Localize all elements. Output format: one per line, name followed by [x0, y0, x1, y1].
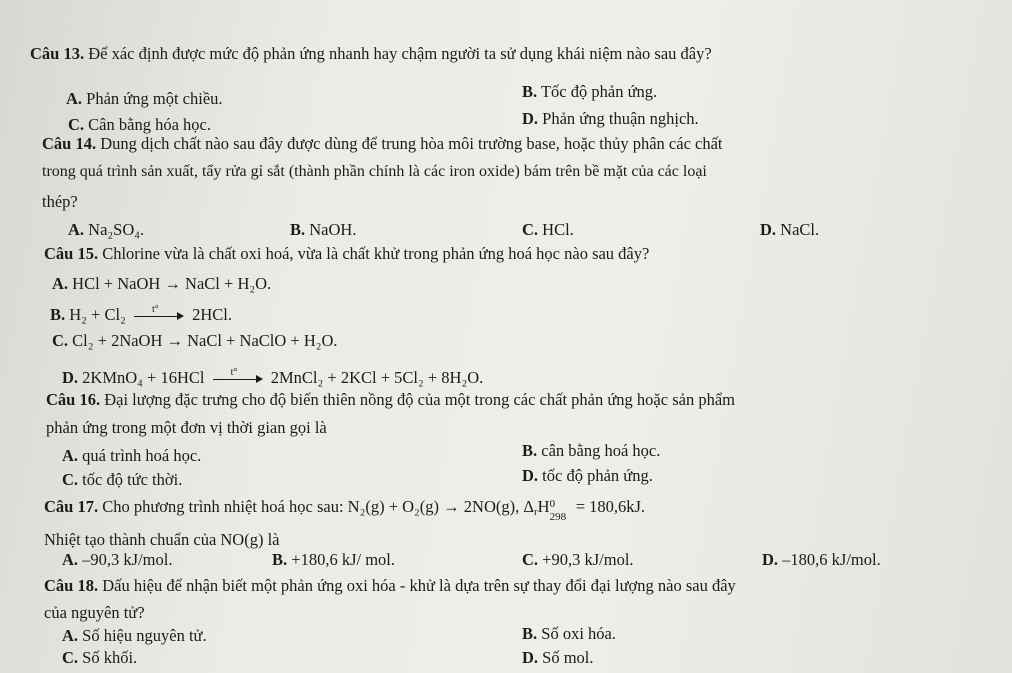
q18-option-a: A. Số hiệu nguyên tử. [62, 626, 207, 645]
q15-option-a: A. HCl + NaOH → NaCl + H₂O. [52, 274, 272, 293]
question-13-text: Để xác định được mức độ phản ứng nhanh hay chậm người ta sử dụng khái niệm nào sau đây? [88, 44, 712, 63]
question-13-label: Câu 13. [30, 44, 85, 63]
question-14-line-3: thép? [42, 192, 78, 211]
question-15-text: Chlorine vừa là chất oxi hoá, vừa là chất khử trong phản ứng hoá học nào sau đây? [102, 244, 650, 263]
q13-option-c: C. Cân bằng hóa học. [68, 115, 211, 134]
thermochemical-equation: N₂(g) + O₂(g) → 2NO(g), [347, 497, 520, 516]
question-18 [44, 576, 736, 596]
question-15 [44, 244, 649, 264]
question-16-line-1: Đại lượng đặc trưng cho độ biến thiên nồng độ của một trong các chất phản ứng hoặc sản phẩm [104, 390, 735, 409]
q13-option-b: B. Tốc độ phản ứng. [522, 82, 658, 101]
q15-option-b: B. H₂ + Cl₂ t° 2HCl. [50, 304, 232, 324]
q16-option-c: C. tốc độ tức thời. [62, 470, 183, 489]
enthalpy-symbol: $\Delta_rH$ 0 298 [523, 497, 567, 523]
question-15-label: Câu 15. [44, 244, 99, 263]
q14-option-c: C. HCl. [522, 220, 574, 239]
question-18-line-1: Dấu hiệu để nhận biết một phản ứng oxi hóa - khử là dựa trên sự thay đổi đại lượng nào sau đây [102, 576, 736, 595]
q18-option-b: B. Số oxi hóa. [522, 624, 616, 643]
q16-option-a: A. quá trình hoá học. [62, 446, 202, 465]
q13-option-d: D. Phản ứng thuận nghịch. [522, 109, 699, 128]
question-16 [46, 390, 735, 410]
q14-option-b: B. NaOH. [290, 220, 357, 239]
question-16-line-2: phản ứng trong một đơn vị thời gian gọi là [46, 418, 327, 437]
q17-option-d: D. –180,6 kJ/mol. [762, 550, 881, 569]
question-17-label: Câu 17. [44, 497, 99, 516]
question-14-line-2: trong quá trình sản xuất, tẩy rửa gỉ sắt (thành phần chính là các iron oxide) bám trên bề mặt của các loại [42, 163, 707, 180]
q16-option-d: D. tốc độ phản ứng. [522, 466, 653, 485]
q17-option-b: B. +180,6 kJ/ mol. [272, 550, 395, 569]
question-18-line-2: của nguyên tử? [44, 603, 145, 622]
question-14-line-1: Dung dịch chất nào sau đây được dùng để trung hòa môi trường base, hoặc thủy phân các chất [100, 134, 723, 153]
reaction-arrow-icon: t° [213, 374, 263, 384]
q16-option-b: B. cân bằng hoá học. [522, 441, 661, 460]
enthalpy-value: = 180,6kJ. [575, 497, 646, 516]
question-18-label: Câu 18. [44, 576, 99, 595]
q18-option-d: D. Số mol. [522, 648, 594, 667]
q18-option-c: C. Số khối. [62, 648, 138, 667]
question-17-text: Cho phương trình nhiệt hoá học sau: [102, 497, 344, 516]
q15-option-c: C. Cl₂ + 2NaOH → NaCl + NaClO + H₂O. [52, 331, 338, 350]
question-17 [44, 497, 645, 522]
q14-option-a: A. Na₂SO₄. [68, 220, 145, 239]
q13-option-a: A. Phản ứng một chiều. [66, 89, 223, 108]
q14-option-d: D. NaCl. [760, 220, 820, 239]
q15-option-d: D. 2KMnO₄ + 16HCl t° 2MnCl₂ + 2KCl + 5Cl₂ + 8H₂O. [62, 367, 484, 387]
q17-option-c: C. +90,3 kJ/mol. [522, 550, 634, 569]
reaction-arrow-icon: t° [134, 311, 184, 321]
question-13 [30, 44, 712, 64]
q17-option-a: A. –90,3 kJ/mol. [62, 550, 173, 569]
question-17-line-2: Nhiệt tạo thành chuẩn của NO(g) là [44, 530, 280, 549]
question-16-label: Câu 16. [46, 390, 101, 409]
question-14-label: Câu 14. [42, 134, 97, 153]
question-14 [42, 134, 723, 154]
